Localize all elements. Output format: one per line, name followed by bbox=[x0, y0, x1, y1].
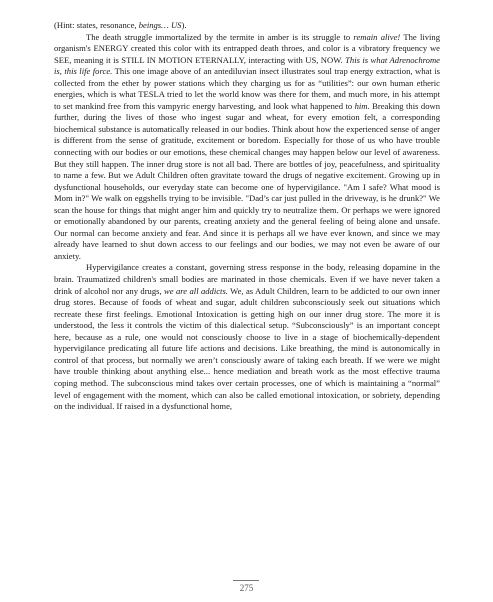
paragraph-1-part-3: This one image above of an antediluvian insect illustrates soul trap energy extraction, what is collected from the ether by power stations which they charging us for as “utilities”: our own human etheric energies, which is what TESLA tried to let the world know was there for them, and much more, in his attempt to set mankind free from this vampyric energy harvesting, and look what happened to bbox=[54, 66, 440, 111]
footer-rule bbox=[233, 580, 259, 581]
paragraph-1-part-2: The living organism's ENERGY created this color with its entrapped death throes, and color is a vibratory frequency we SEE, meaning it is STILL IN MOTION ETERNALLY, interacting with US, NOW. bbox=[54, 31, 441, 65]
paragraph-1-part-1: The death struggle immortalized by the termite in amber is its struggle to bbox=[86, 31, 354, 42]
hint-suffix: ). bbox=[181, 20, 187, 30]
paragraph-2 bbox=[54, 262, 440, 412]
page-number: 275 bbox=[239, 583, 254, 593]
paragraph-1-emphasis-1: remain alive! bbox=[353, 31, 401, 42]
hint-line bbox=[54, 20, 440, 32]
hint-emphasis: beings… US bbox=[138, 20, 182, 30]
paragraph-1-part-4: Breaking this down further, during the lives of those who ingest sugar and wheat, for every emotion felt, a corresponding biochemical substance is automatically released in our bodies. Think about how the experienced sense of anger is different from the sense of gratitude, excitement or boredom. Especially for those of us who have trouble connecting with our bodies or our emotions, these chemical changes may happen below our level of awareness. But they still happen. The inner drug store is not all bad. There are bottles of joy, peacefulness, and spirituality to name a few. But we Adult Children often gravitate toward the drugs of negative excitement. Growing up in dysfunctional households, our everyday state can become one of hypervigilance. "Am I safe? What mood is Mom in?" We walk on eggshells trying to be invisible. "Dad’s car just pulled in the driveway, is he drunk?" We scan the house for things that might anger him and quickly try to neutralize them. Or perhaps we were ignored or emotionally abandoned by our parents, creating anxiety and the general feeling of being alone and unsafe. Our normal can become anxiety and fear. And since it is perhaps all we have ever known, and since we may already have learned to shut down access to our feelings and our bodies, we may not even be aware of our anxiety. bbox=[54, 100, 440, 261]
paragraph-1-emphasis-2: This is what Adrenochrome is, this life force. bbox=[54, 54, 440, 77]
paragraph-1-emphasis-3: him. bbox=[354, 100, 370, 111]
hint-prefix: (Hint: states, resonance, bbox=[54, 20, 139, 30]
paragraph-2-emphasis-1: we are all addicts. bbox=[164, 285, 228, 296]
paragraph-1 bbox=[54, 32, 440, 263]
body-text bbox=[54, 20, 440, 413]
paragraph-2-part-2: We, as Adult Children, learn to be addicted to our own inner drug stores. Because of foods of wheat and sugar, adult children subconsciously seek out situations which recreate these first feelings. Emotional Intoxication is getting high on our inner drug store. The more it is understood, the less it controls the victim of this dialectical setup. “Subconsciously” is an important concept here, because as a rule, one would not consciously choose to live in a stage of biochemically-dependent hypervigilance predicating all future life actions and decisions. Like breathing, the mind is autonomically in control of that process, but normally we aren’t consciously aware of taking each breath. If we were we might have trouble thinking about anything else... hence mediation and breath work as the most effective trauma coping method. The subconscious mind takes over certain processes, one of which is maintaining a “normal” level of engagement with the moment, which can also be called emotional intoxication, or sobriety, depending on the individual. If raised in a dysfunctional home, bbox=[54, 285, 441, 412]
paragraph-2-part-1: Hypervigilance creates a constant, governing stress response in the body, releasing dopamine in the brain. Traumatized children's small bodies are marinated in those chemicals. Even if we have never taken a drink of alcohol nor any drugs, bbox=[54, 262, 440, 296]
